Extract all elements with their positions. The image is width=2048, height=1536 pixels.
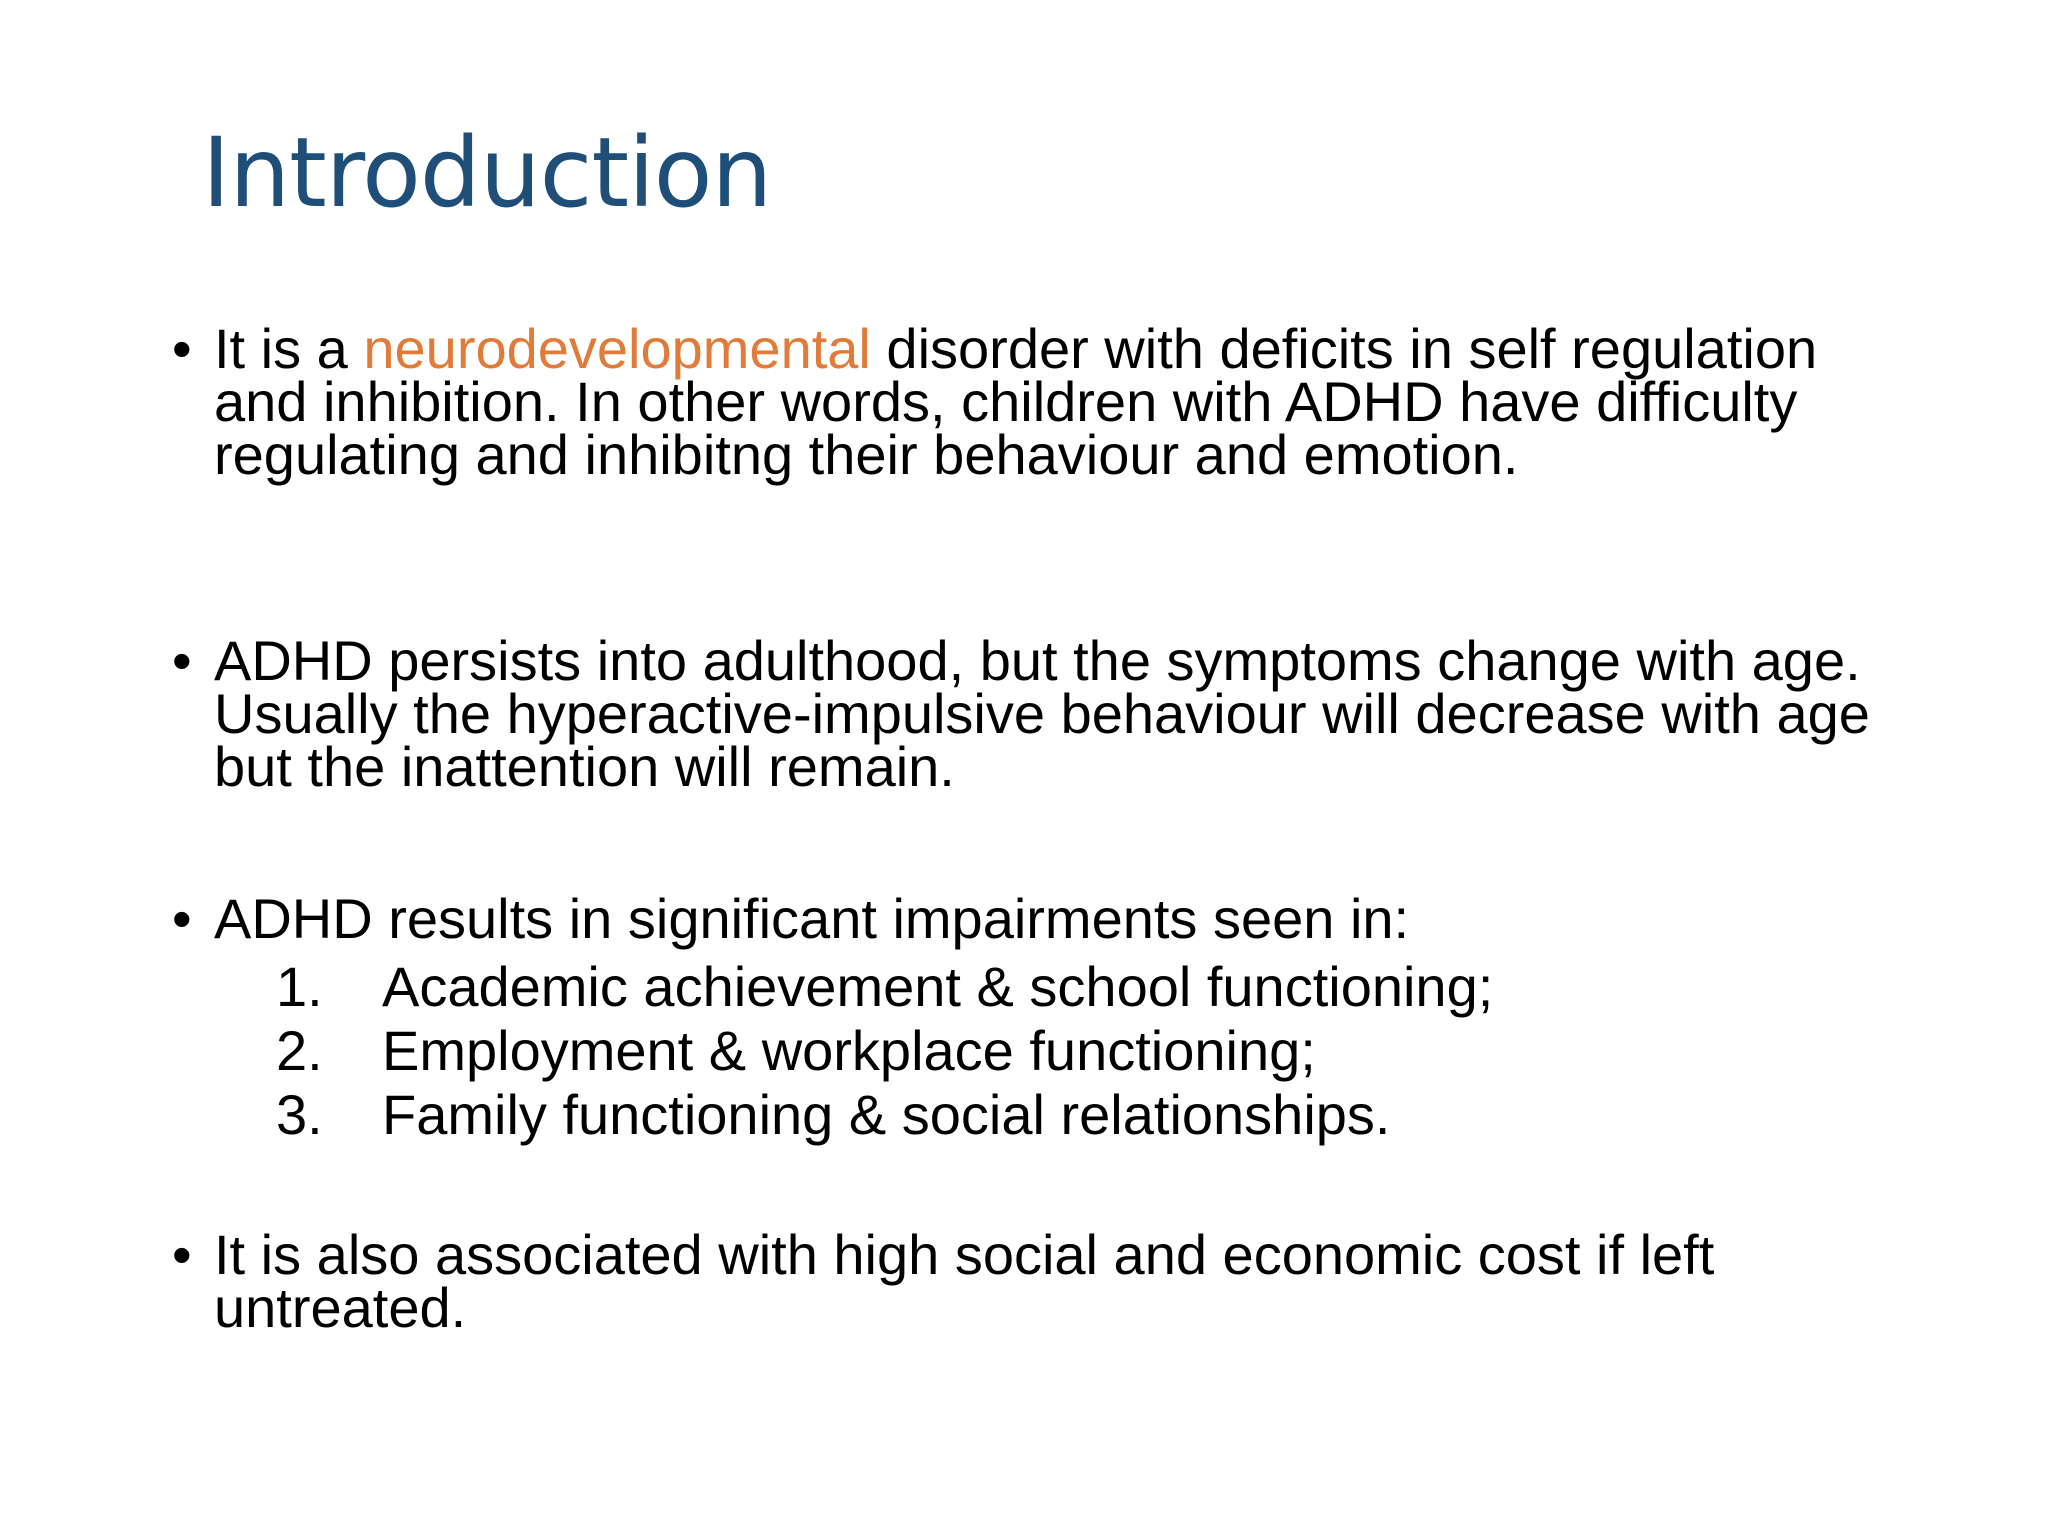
list-number: 2.: [276, 1019, 323, 1082]
bullet-marker: •: [172, 629, 192, 692]
list-item: [276, 1083, 1493, 1147]
bullet-text: It is also associated with high social and economic cost if left untreated.: [214, 1223, 1715, 1339]
bullet-marker: •: [172, 887, 192, 950]
bullet-item: [172, 887, 1892, 950]
bullet-text: [214, 317, 1892, 486]
bullet-marker: •: [172, 317, 192, 380]
slide-title: Introduction: [202, 117, 772, 229]
list-item-text: Academic achievement & school functioning;: [382, 955, 1494, 1018]
bullet-marker: •: [172, 1223, 192, 1286]
bullet-text: ADHD persists into adulthood, but the symptoms change with age. Usually the hyperactive-impulsive behaviour will decrease with age but the inattention will remain.: [214, 629, 1870, 798]
highlighted-term: neurodevelopmental: [363, 317, 871, 380]
list-number: 1.: [276, 955, 323, 1018]
bullet-text-pre: It is a: [214, 317, 364, 380]
list-item: [276, 1019, 1493, 1083]
bullet-item: [172, 629, 1892, 798]
bullet-item: [172, 1223, 1892, 1339]
impairments-list: [276, 955, 1493, 1147]
bullet-item: [172, 317, 1892, 486]
list-item: [276, 955, 1493, 1019]
bullet-text: ADHD results in significant impairments seen in:: [214, 887, 1410, 950]
bullet-text-post: disorder with deficits in self regulation and inhibition. In other words, children with ADHD have difficulty regulating and inhibitng their behaviour and emotion.: [214, 317, 1818, 486]
list-item-text: Employment & workplace functioning;: [382, 1019, 1316, 1082]
list-item-text: Family functioning & social relationships.: [382, 1083, 1391, 1146]
list-number: 3.: [276, 1083, 323, 1146]
